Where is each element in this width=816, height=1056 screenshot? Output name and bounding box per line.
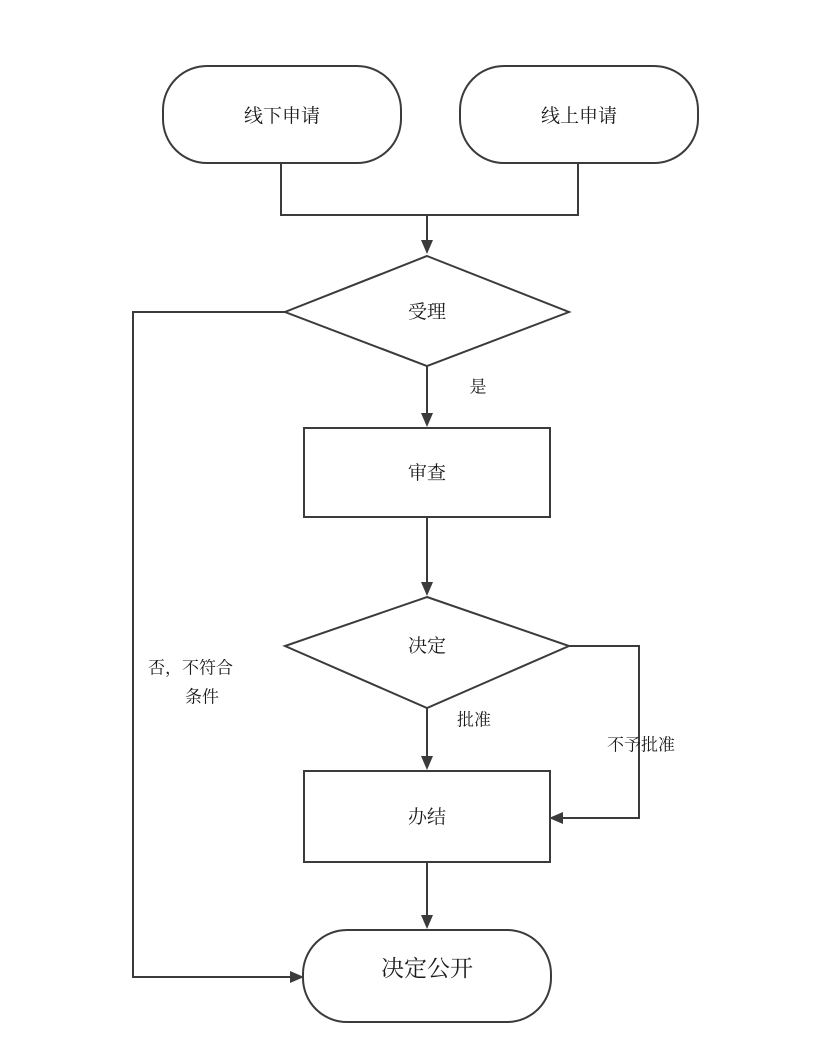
node-review[interactable] (304, 428, 550, 517)
edge-label-not-approve: 不予批准 (607, 735, 675, 755)
arrow-publish-in-top (421, 915, 433, 929)
node-complete-label: 办结 (407, 807, 447, 829)
edge-accept-to-publish (133, 312, 292, 977)
node-complete[interactable] (304, 771, 550, 862)
node-decide-label: 决定 (407, 636, 447, 658)
edge-label-yes: 是 (469, 377, 487, 397)
edge-label-no-line1: 否，不符合 (148, 658, 233, 678)
edge-label-no-line2: 条件 (185, 687, 219, 707)
node-offline-apply-label: 线下申请 (243, 106, 321, 128)
node-online-apply[interactable] (460, 66, 698, 163)
arrow-complete-in-top (421, 756, 433, 770)
node-publish[interactable] (303, 930, 551, 1022)
node-review-label: 审查 (407, 463, 447, 485)
arrow-accept-in (421, 240, 433, 254)
edge-offline-to-accept (281, 163, 427, 242)
arrow-decide-in (421, 582, 433, 596)
node-accept-label: 受理 (407, 302, 447, 324)
node-online-apply-label: 线上申请 (540, 106, 618, 128)
edge-online-to-accept (427, 163, 578, 215)
node-offline-apply[interactable] (163, 66, 401, 163)
arrow-review-in (421, 413, 433, 427)
edge-label-approve: 批准 (457, 710, 491, 730)
arrow-publish-in-left (290, 971, 304, 983)
edge-decide-notapproved-to-complete (561, 646, 639, 818)
arrow-complete-in-right (549, 812, 563, 824)
node-publish-label: 决定公开 (381, 955, 473, 982)
node-decide[interactable] (285, 597, 569, 708)
node-accept[interactable] (285, 256, 569, 366)
